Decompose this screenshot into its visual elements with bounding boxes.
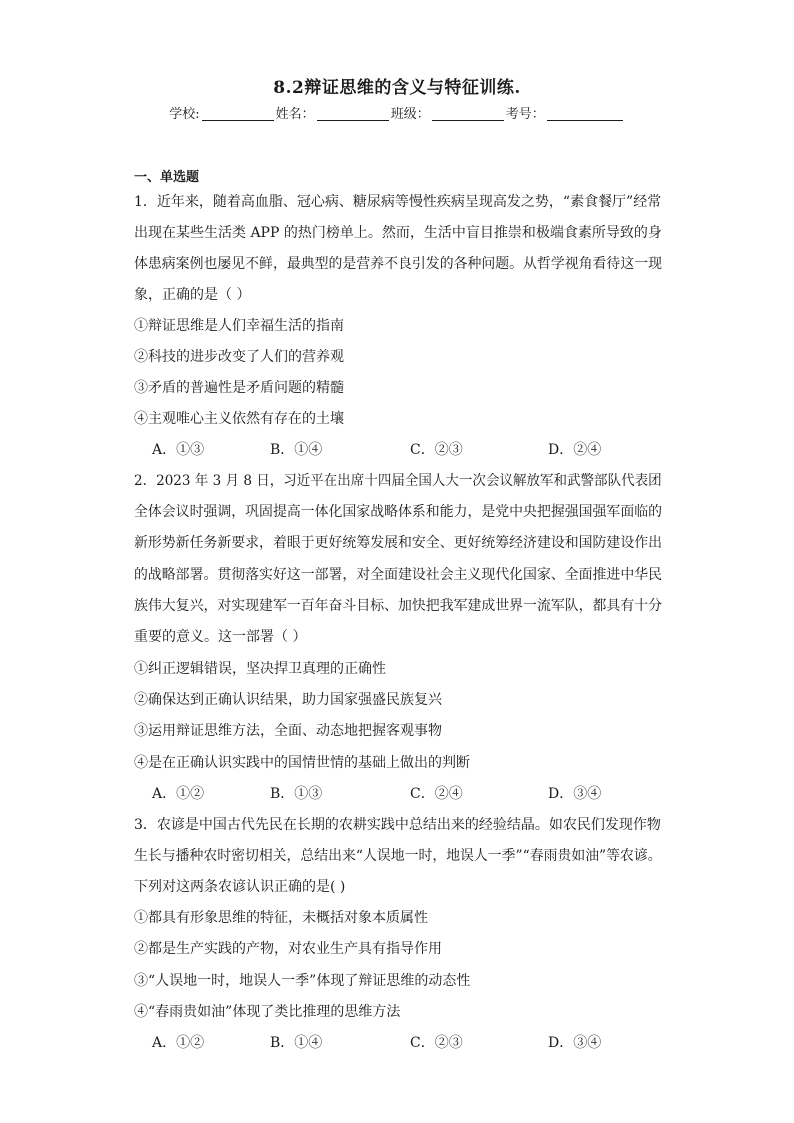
question-1-line: 1．近年来，随着高血脂、冠心病、糖尿病等慢性疾病呈现高发之势，“素食餐厅”经常 (134, 194, 662, 210)
school-label: 学校: (169, 107, 200, 122)
school-blank[interactable] (202, 108, 274, 121)
student-info-row (0, 103, 794, 122)
question-3-line: 3．农谚是中国古代先民在长期的农耕实践中总结出来的经验结晶。如农民们发现作物 (134, 817, 661, 833)
question-1-statement: ③矛盾的普遍性是矛盾问题的精髓 (134, 380, 344, 396)
question-3-options (152, 1034, 672, 1052)
question-1-line: 象，正确的是（ ） (134, 287, 251, 303)
question-1-line: 出现在某些生活类 APP 的热门榜单上。然而，生活中盲目推崇和极端食素所导致的身 (134, 225, 662, 241)
option-c[interactable]: C．②③ (410, 442, 463, 458)
option-d[interactable]: D．②④ (548, 442, 602, 458)
question-3-statement: ③“人误地一时，地误人一季”体现了辩证思维的动态性 (134, 973, 471, 989)
question-1-statement: ②科技的进步改变了人们的营养观 (134, 349, 344, 365)
question-2-line: 2．2023 年 3 月 8 日，习近平在出席十四届全国人大一次会议解放军和武警部队代表团 (134, 473, 662, 489)
option-d[interactable]: D．③④ (548, 1035, 602, 1051)
question-2-line: 新形势新任务新要求，着眼于更好统筹发展和安全、更好统筹经济建设和国防建设作出 (134, 535, 663, 551)
question-1-statement: ④主观唯心主义依然有存在的土壤 (134, 411, 344, 427)
section-heading: 一、单选题 (134, 170, 200, 185)
question-3-statement: ④“春雨贵如油”体现了类比推理的思维方法 (134, 1004, 401, 1020)
exam-no-blank[interactable] (547, 108, 623, 121)
option-b[interactable]: B．①④ (270, 442, 323, 458)
option-c[interactable]: C．②④ (410, 786, 463, 802)
question-3-statement: ①都具有形象思维的特征，未概括对象本质属性 (134, 910, 428, 926)
option-a[interactable]: A．①② (152, 1035, 205, 1051)
question-2-line: 重要的意义。这一部署（ ） (134, 629, 307, 645)
question-1-options (152, 441, 672, 459)
option-c[interactable]: C．②③ (410, 1035, 463, 1051)
question-2-line: 全体会议时强调，巩固提高一体化国家战略体系和能力，是党中央把握强国强军面临的 (134, 504, 663, 520)
question-2-statement: ④是在正确认识实践中的国情世情的基础上做出的判断 (134, 755, 470, 771)
class-label: 班级： (390, 107, 430, 122)
question-2-options (152, 785, 672, 803)
question-2-line: 族伟大复兴，对实现建军一百年奋斗目标、加快把我军建成世界一流军队，都具有十分 (134, 598, 663, 614)
question-2-statement: ③运用辩证思维方法，全面、动态地把握客观事物 (134, 723, 442, 739)
option-d[interactable]: D．③④ (548, 786, 602, 802)
question-2-statement: ②确保达到正确认识结果，助力国家强盛民族复兴 (134, 692, 442, 708)
class-blank[interactable] (432, 108, 504, 121)
option-b[interactable]: B．①④ (270, 1035, 323, 1051)
option-b[interactable]: B．①③ (270, 786, 323, 802)
page-title: 8.2辩证思维的含义与特征训练. (273, 78, 521, 98)
question-3-statement: ②都是生产实践的产物，对农业生产具有指导作用 (134, 941, 442, 957)
question-2-line: 的战略部署。贯彻落实好这一部署，对全面建设社会主义现代化国家、全面推进中华民 (134, 567, 663, 583)
question-2-statement: ①纠正逻辑错误，坚决捍卫真理的正确性 (134, 661, 386, 677)
name-blank[interactable] (317, 108, 389, 121)
name-label: 姓名： (275, 107, 315, 122)
question-1-line: 体患病案例也屡见不鲜，最典型的是营养不良引发的各种问题。从哲学视角看待这一现 (134, 256, 663, 272)
question-3-line: 生长与播种农时密切相关，总结出来“人误地一时，地误人一季”“春雨贵如油”等农谚。 (134, 848, 662, 864)
option-a[interactable]: A．①② (152, 786, 205, 802)
question-1-statement: ①辩证思维是人们幸福生活的指南 (134, 318, 344, 334)
question-3-line: 下列对这两条农谚认识正确的是( ) (134, 879, 346, 895)
exam-no-label: 考号： (505, 107, 545, 122)
option-a[interactable]: A．①③ (152, 442, 205, 458)
